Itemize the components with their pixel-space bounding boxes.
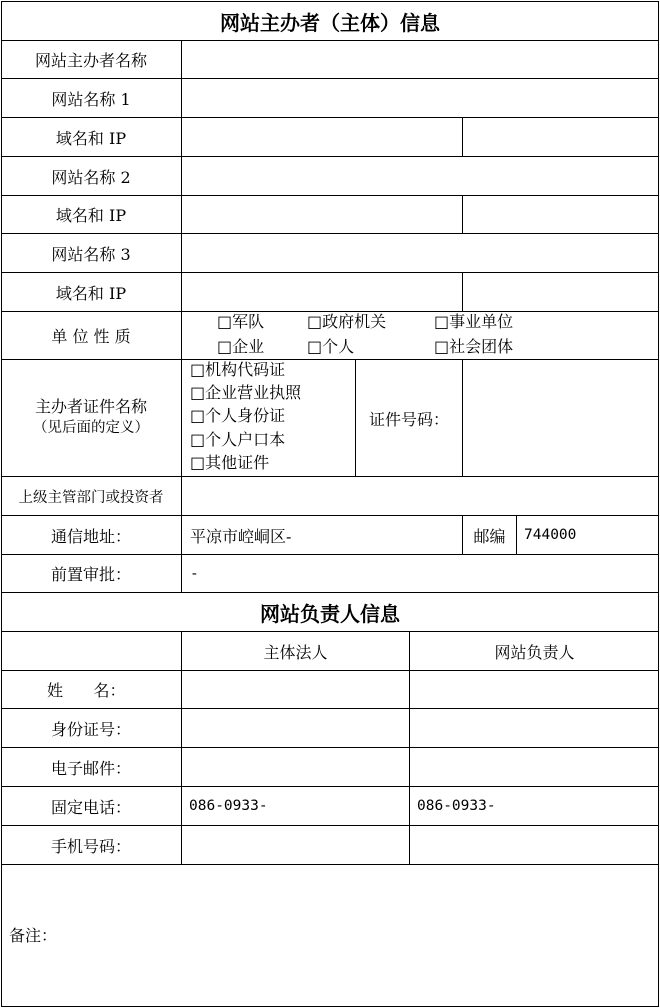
unit-option-enterprise[interactable]: □企业	[217, 337, 265, 356]
legal-phone-value[interactable]: 086-0933-	[189, 798, 268, 814]
cert-number-label: 证件号码：	[368, 409, 449, 429]
preapproval-value[interactable]: -	[190, 565, 199, 582]
person-info-title: 网站负责人信息	[260, 601, 400, 626]
person-phone-label: 固定电话：	[50, 797, 131, 817]
site-name-3-label: 网站名称 3	[51, 244, 131, 264]
cert-option-other[interactable]: □其他证件	[190, 453, 270, 472]
postcode-label: 邮编	[473, 526, 506, 546]
person-name-label-text: 姓 名：	[47, 681, 126, 700]
cert-option-id-card[interactable]: □个人身份证	[190, 406, 286, 425]
domain-ip-1-label: 域名和 IP	[55, 128, 127, 148]
cert-note-text: （见后面的定义）	[33, 420, 149, 437]
unit-option-military[interactable]: □军队	[217, 312, 265, 331]
unit-option-government[interactable]: □政府机关	[307, 312, 387, 331]
superior-label: 上级主管部门或投资者	[18, 489, 164, 506]
preapproval-label: 前置审批：	[50, 565, 131, 584]
person-name-label	[1, 671, 181, 708]
person-mobile-label: 手机号码：	[50, 836, 131, 856]
remarks-label: 备注：	[9, 926, 58, 945]
owner-name-label: 网站主办者名称	[34, 51, 147, 70]
label-column-divider	[181, 40, 182, 592]
cert-name-label	[1, 360, 181, 476]
person-email-label: 电子邮件：	[50, 758, 131, 778]
postcode-value[interactable]: 744000	[524, 527, 577, 543]
unit-type-label: 单 位 性 质	[51, 327, 131, 346]
domain-ip-3-label: 域名和 IP	[55, 283, 127, 303]
cert-option-org-code[interactable]: □机构代码证	[190, 360, 286, 379]
unit-option-institution[interactable]: □事业单位	[434, 312, 514, 331]
person-id-label: 身份证号：	[50, 719, 131, 739]
col-site-owner: 网站负责人	[494, 642, 575, 662]
site-name-2-label: 网站名称 2	[51, 167, 131, 187]
owner-phone-value[interactable]: 086-0933-	[417, 798, 496, 814]
cert-name-text: 主办者证件名称	[34, 397, 147, 417]
col-legal-person: 主体法人	[263, 642, 328, 662]
unit-option-social-group[interactable]: □社会团体	[434, 337, 514, 356]
owner-info-title: 网站主办者（主体）信息	[220, 10, 440, 35]
site-name-1-label: 网站名称 1	[51, 89, 131, 109]
unit-option-individual[interactable]: □个人	[307, 337, 355, 356]
cert-option-household[interactable]: □个人户口本	[190, 430, 286, 449]
cert-option-business-license[interactable]: □企业营业执照	[190, 383, 302, 402]
domain-ip-2-label: 域名和 IP	[55, 206, 127, 225]
address-value[interactable]: 平凉市崆峒区-	[190, 526, 292, 546]
address-label: 通信地址：	[50, 526, 131, 546]
